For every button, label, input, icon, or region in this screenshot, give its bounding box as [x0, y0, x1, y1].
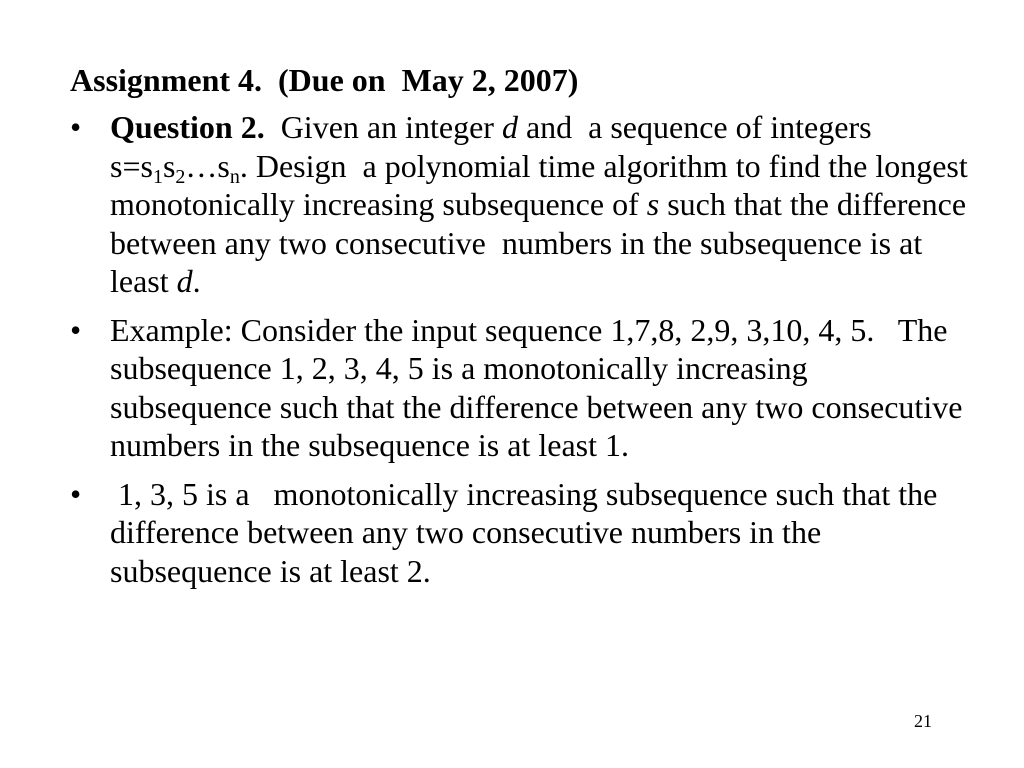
variable-s: s [646, 186, 660, 222]
bullet-dot: • [70, 475, 82, 512]
second-example-text: 1, 3, 5 is a monotonically increasing subsequence such that the difference between any two consecutive numbers in the subsequence is at least 2. [110, 475, 946, 589]
subscript-n: n [229, 165, 240, 188]
variable-d: d [176, 263, 193, 299]
subscript-2: 2 [175, 165, 186, 188]
question-label: Question 2. [110, 109, 265, 145]
question-text: . Design a polynomial time algorithm to find the longest monotonically increasing subsequence of [110, 147, 976, 222]
question-text: . [192, 263, 201, 299]
slide-heading: Assignment 4. (Due on May 2, 2007) [70, 62, 579, 98]
bullet-dot: • [70, 311, 82, 348]
question-text: Given an integer [264, 109, 502, 145]
example-text: Example: Consider the input sequence 1,7,8, 2,9, 3,10, 4, 5. The subsequence 1, 2, 3, 4, 5 is a monotonically increasing subsequence such that the difference between any two consecutive numbers in the subsequence is at least 1. [110, 311, 971, 463]
question-text: s [162, 147, 176, 184]
page-number: 21 [914, 711, 932, 731]
bullet-list [70, 108, 976, 600]
question-text: and a sequence of integers s=s [110, 109, 880, 184]
bullet-item-example [70, 311, 970, 465]
bullet-dot: • [70, 109, 82, 145]
variable-d: d [501, 109, 518, 145]
subscript-1: 1 [152, 165, 163, 188]
bullet-item-question [70, 108, 976, 301]
bullet-item-second-example [70, 475, 970, 591]
question-text: such that the difference between any two consecutive numbers in the subsequence is at least [110, 186, 975, 299]
question-text: …s [185, 147, 230, 184]
